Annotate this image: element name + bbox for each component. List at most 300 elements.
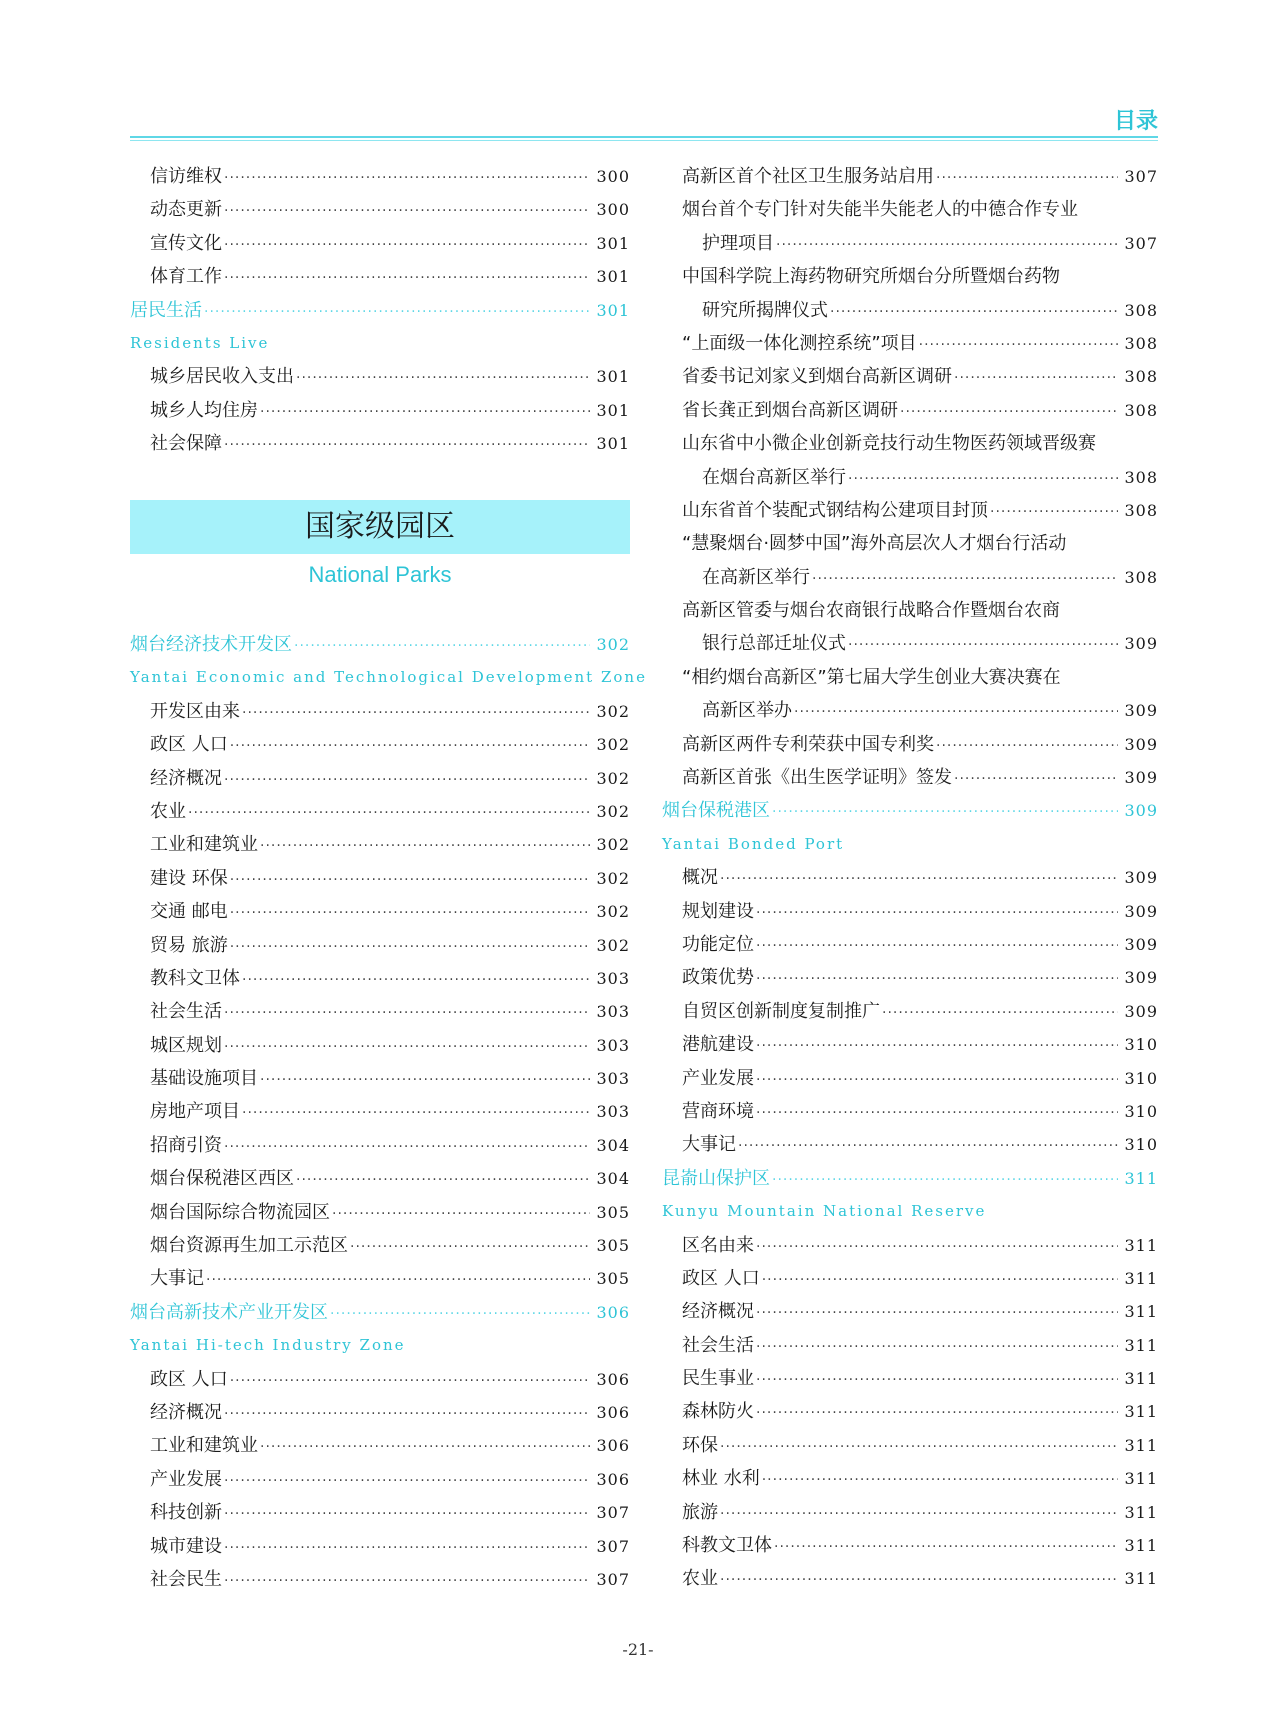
toc-entry-title: 区名由来 (682, 1234, 754, 1256)
toc-section-entry[interactable] (662, 794, 1158, 827)
dot-leader (919, 329, 1119, 362)
dot-leader (224, 1131, 590, 1164)
page-number: -21- (622, 1640, 654, 1659)
dot-leader (230, 1365, 591, 1398)
dot-leader (762, 1264, 1119, 1297)
toc-entry[interactable] (130, 1363, 630, 1396)
toc-section-entry[interactable] (662, 1162, 1158, 1195)
dot-leader (756, 1231, 1118, 1264)
toc-entry-page: 309 (1124, 901, 1158, 921)
toc-entry[interactable] (130, 762, 630, 795)
page-header-title: 目录 (1113, 109, 1158, 134)
dot-leader (224, 429, 590, 462)
section-english-title: Yantai Economic and Technological Development Zone (130, 668, 647, 687)
toc-entry-page: 311 (1124, 1569, 1158, 1589)
toc-entry-page: 303 (596, 968, 630, 988)
toc-entry[interactable] (130, 1396, 630, 1429)
toc-entry-page: 301 (596, 434, 630, 454)
dot-leader (242, 964, 590, 997)
toc-entry[interactable] (662, 728, 1158, 761)
toc-entry-title: 社会生活 (150, 1001, 222, 1023)
toc-entry[interactable] (130, 160, 630, 193)
toc-entry-page: 306 (596, 1302, 630, 1322)
toc-entry[interactable] (662, 394, 1158, 427)
toc-entry-title: 在高新区举行 (702, 566, 810, 588)
dot-leader (230, 864, 591, 897)
toc-entry-title: 科技创新 (150, 1502, 222, 1524)
toc-entry[interactable] (662, 627, 1158, 660)
toc-entry-title: 省长龚正到烟台高新区调研 (682, 399, 898, 421)
toc-entry-title: 教科文卫体 (150, 967, 240, 989)
toc-entry[interactable] (662, 1562, 1158, 1595)
toc-entry-page: 308 (1124, 367, 1158, 387)
dot-leader (260, 1431, 590, 1464)
toc-entry-page: 309 (1124, 1001, 1158, 1021)
toc-entry[interactable] (130, 695, 630, 728)
toc-entry-page: 309 (1124, 801, 1158, 821)
toc-entry[interactable] (130, 1463, 630, 1496)
toc-entry-page: 309 (1124, 734, 1158, 754)
toc-entry-title: 经济概况 (150, 767, 222, 789)
toc-entry[interactable] (662, 1529, 1158, 1562)
toc-entry-title: 烟台经济技术开发区 (130, 634, 292, 655)
toc-entry-title: “上面级一体化测控系统”项目 (682, 332, 917, 354)
toc-entry-page: 306 (596, 1436, 630, 1456)
toc-entry-title: 居民生活 (130, 299, 202, 321)
toc-entry-page: 308 (1124, 300, 1158, 320)
dot-leader (990, 496, 1118, 529)
toc-entry[interactable] (130, 995, 630, 1028)
toc-entry-page: 311 (1124, 1502, 1158, 1522)
dot-leader (848, 629, 1118, 662)
toc-entry[interactable] (130, 1196, 630, 1229)
toc-entry-page: 304 (596, 1135, 630, 1155)
toc-entry-title: 高新区举办 (702, 700, 792, 722)
toc-section-entry[interactable] (130, 294, 630, 327)
dot-leader (936, 730, 1118, 763)
toc-entry-page: 302 (596, 768, 630, 788)
toc-entry-page: 302 (596, 902, 630, 922)
dot-leader (224, 195, 590, 228)
toc-entry-first-line: “相约烟台高新区”第七届大学生创业大赛决赛在 (682, 666, 1061, 688)
dot-leader (296, 1164, 590, 1197)
toc-section-entry[interactable] (130, 1296, 630, 1329)
toc-entry[interactable] (130, 828, 630, 861)
toc-entry[interactable] (130, 1095, 630, 1128)
dot-leader (720, 1498, 1118, 1531)
toc-entry-page: 308 (1124, 567, 1158, 587)
toc-entry[interactable] (130, 929, 630, 962)
toc-entry-title: 烟台资源再生加工示范区 (150, 1235, 348, 1257)
toc-entry-page: 306 (596, 1469, 630, 1489)
toc-column-right (662, 160, 1158, 1596)
toc-entry-title: 建设 环保 (150, 867, 228, 889)
section-banner-english: National Parks (308, 562, 452, 587)
toc-entry-page: 306 (596, 1402, 630, 1422)
dot-leader (350, 1231, 590, 1264)
toc-entry-title: 研究所揭牌仪式 (702, 299, 828, 321)
toc-entry-page: 304 (596, 1169, 630, 1189)
toc-entry-page: 311 (1124, 1469, 1158, 1489)
toc-entry[interactable] (662, 928, 1158, 961)
toc-entry-page: 311 (1124, 1302, 1158, 1322)
dot-leader (776, 229, 1118, 262)
toc-entry-page: 310 (1124, 1035, 1158, 1055)
toc-entry-first-line: 高新区管委与烟台农商银行战略合作暨烟台农商 (682, 600, 1060, 622)
toc-entry-page: 307 (1124, 233, 1158, 253)
toc-entry-title: 营商环境 (682, 1100, 754, 1122)
toc-entry-page: 308 (1124, 400, 1158, 420)
toc-entry[interactable] (130, 795, 630, 828)
dot-leader (772, 1164, 1118, 1197)
toc-entry-title: 政策优势 (682, 967, 754, 989)
toc-entry-page: 305 (596, 1269, 630, 1289)
toc-entry[interactable] (130, 360, 630, 393)
toc-entry-title: 社会保障 (150, 433, 222, 455)
toc-entry[interactable] (662, 461, 1158, 494)
toc-entry-title: 规划建设 (682, 900, 754, 922)
dot-leader (900, 396, 1118, 429)
toc-entry-title: 产业发展 (682, 1067, 754, 1089)
toc-entry[interactable] (662, 294, 1158, 327)
toc-entry-page: 300 (596, 167, 630, 186)
toc-entry-title: 社会生活 (682, 1334, 754, 1356)
toc-entry-page: 303 (596, 1002, 630, 1022)
toc-entry-title: 森林防火 (682, 1401, 754, 1423)
toc-entry[interactable] (130, 728, 630, 761)
dot-leader (756, 1064, 1118, 1097)
toc-entry-first-line: 烟台首个专门针对失能半失能老人的中德合作专业 (682, 199, 1078, 221)
toc-entry-title: 招商引资 (150, 1134, 222, 1156)
toc-entry-page: 311 (1124, 1168, 1158, 1188)
dot-leader (224, 1498, 590, 1531)
toc-entry-title: 产业发展 (150, 1468, 222, 1490)
toc-entry-page: 309 (1124, 634, 1158, 654)
toc-list-right (662, 160, 1158, 1596)
dot-leader (224, 1565, 590, 1598)
dot-leader (242, 1097, 590, 1130)
toc-entry[interactable] (130, 1563, 630, 1596)
dot-leader (720, 863, 1118, 896)
dot-leader (882, 997, 1118, 1030)
dot-leader (774, 1531, 1118, 1564)
toc-entry-page: 311 (1124, 1335, 1158, 1355)
toc-entry-page: 311 (1124, 1536, 1158, 1556)
toc-entry[interactable] (130, 260, 630, 293)
toc-entry[interactable] (662, 1362, 1158, 1395)
toc-entry-page: 311 (1124, 1235, 1158, 1255)
dot-leader (756, 1364, 1118, 1397)
toc-entry[interactable] (130, 227, 630, 260)
toc-entry-title: 动态更新 (150, 199, 222, 221)
dot-leader (720, 1564, 1118, 1597)
toc-entry-title: 社会民生 (150, 1568, 222, 1590)
toc-entry-title: 旅游 (682, 1501, 718, 1523)
toc-entry-page: 301 (596, 367, 630, 387)
header-rule (130, 136, 1158, 141)
toc-entry[interactable] (130, 1029, 630, 1062)
dot-leader (756, 1397, 1118, 1430)
toc-list-left-top (130, 160, 630, 461)
toc-entry[interactable] (130, 427, 630, 460)
dot-leader (720, 1431, 1118, 1464)
dot-leader (330, 1298, 590, 1331)
toc-entry-title: 在烟台高新区举行 (702, 466, 846, 488)
toc-entry-title: 贸易 旅游 (150, 934, 228, 956)
dot-leader (206, 1264, 590, 1297)
toc-entry-title: 科教文卫体 (682, 1535, 772, 1557)
toc-entry-title: 银行总部迁址仪式 (702, 633, 846, 655)
toc-entry-page: 308 (1124, 500, 1158, 520)
dot-leader (230, 897, 591, 930)
toc-entry-title: 城乡居民收入支出 (150, 366, 294, 388)
toc-entry-page: 302 (596, 701, 630, 721)
toc-entry-page: 307 (596, 1569, 630, 1589)
toc-entry-page: 308 (1124, 467, 1158, 487)
toc-entry-title: 昆嵛山保护区 (662, 1167, 770, 1189)
toc-entry-page: 301 (596, 267, 630, 287)
toc-entry-page: 303 (596, 1069, 630, 1089)
toc-entry-page: 301 (596, 233, 630, 253)
toc-entry-first-line: 山东省中小微企业创新竞技行动生物医药领域晋级赛 (682, 433, 1096, 455)
dot-leader (756, 963, 1118, 996)
dot-leader (224, 262, 590, 295)
toc-entry-page: 310 (1124, 1068, 1158, 1088)
dot-leader (224, 1398, 590, 1431)
toc-entry[interactable] (662, 1395, 1158, 1428)
toc-entry-page: 305 (596, 1202, 630, 1222)
toc-entry-page: 301 (596, 300, 630, 320)
toc-entry-title: 概况 (682, 867, 718, 889)
toc-entry[interactable] (662, 1462, 1158, 1495)
toc-entry-page: 309 (1124, 868, 1158, 888)
dot-leader (794, 696, 1118, 729)
toc-entry-title: 烟台保税港区 (662, 800, 770, 822)
toc-entry[interactable] (130, 193, 630, 226)
toc-entry-title: 山东省首个装配式钢结构公建项目封顶 (682, 499, 988, 521)
toc-entry[interactable] (662, 1329, 1158, 1362)
toc-entry-page: 311 (1124, 1369, 1158, 1389)
toc-entry[interactable] (662, 861, 1158, 894)
toc-entry[interactable] (130, 862, 630, 895)
toc-entry[interactable] (662, 1229, 1158, 1262)
toc-entry-title: 经济概况 (682, 1301, 754, 1323)
toc-entry-page: 309 (1124, 968, 1158, 988)
dot-leader (756, 1097, 1118, 1130)
toc-entry-title: 政区 人口 (150, 1368, 228, 1390)
dot-leader (260, 1064, 590, 1097)
toc-entry-page: 311 (1124, 1402, 1158, 1422)
toc-entry-page: 302 (596, 835, 630, 855)
dot-leader (224, 1532, 590, 1565)
toc-entry-title: 林业 水利 (682, 1468, 760, 1490)
toc-entry-title: 农业 (150, 800, 186, 822)
toc-list-left-bottom (130, 628, 647, 1596)
toc-entry-page: 302 (596, 801, 630, 821)
toc-entry-title: 农业 (682, 1568, 718, 1590)
toc-entry[interactable] (662, 1028, 1158, 1061)
dot-leader (954, 362, 1118, 395)
toc-entry[interactable] (662, 1262, 1158, 1295)
toc-entry-title: 信访维权 (150, 166, 222, 187)
toc-entry-page: 307 (1124, 167, 1158, 186)
toc-entry-title: 政区 人口 (682, 1267, 760, 1289)
toc-entry-title: 政区 人口 (150, 734, 228, 756)
toc-entry-page: 302 (596, 935, 630, 955)
toc-entry[interactable] (662, 1128, 1158, 1161)
toc-entry-page: 303 (596, 1102, 630, 1122)
toc-entry-first-line: “慧聚烟台·圆梦中国”海外高层次人才烟台行活动 (682, 533, 1067, 555)
toc-entry-page: 311 (1124, 1268, 1158, 1288)
dot-leader (230, 931, 591, 964)
dot-leader (204, 296, 590, 329)
toc-entry-title: 高新区首张《出生医学证明》签发 (682, 767, 952, 789)
toc-entry[interactable] (662, 995, 1158, 1028)
dot-leader (230, 730, 591, 763)
toc-entry-page: 307 (596, 1503, 630, 1523)
section-english-title: Yantai Bonded Port (662, 834, 845, 853)
toc-entry[interactable] (130, 394, 630, 427)
toc-column-left (130, 160, 630, 461)
toc-entry[interactable] (662, 961, 1158, 994)
section-english-title: Residents Live (130, 333, 270, 352)
dot-leader (756, 1030, 1118, 1063)
toc-entry-title: 交通 邮电 (150, 901, 228, 923)
section-english-title: Kunyu Mountain National Reserve (662, 1202, 987, 1221)
toc-entry[interactable] (130, 1162, 630, 1195)
toc-entry-page: 301 (596, 400, 630, 420)
dot-leader (296, 362, 590, 395)
toc-entry-title: 工业和建筑业 (150, 1435, 258, 1457)
dot-leader (260, 830, 590, 863)
dot-leader (756, 897, 1118, 930)
dot-leader (936, 162, 1118, 195)
toc-entry-page: 302 (596, 635, 630, 654)
toc-entry-title: 高新区首个社区卫生服务站启用 (682, 166, 934, 187)
toc-entry[interactable] (130, 1496, 630, 1529)
toc-entry-page: 310 (1124, 1101, 1158, 1121)
toc-entry-title: 省委书记刘家义到烟台高新区调研 (682, 366, 952, 388)
toc-entry[interactable] (130, 1262, 630, 1295)
toc-entry[interactable] (662, 1062, 1158, 1095)
dot-leader (188, 797, 590, 830)
toc-entry-title: 护理项目 (702, 232, 774, 254)
toc-entry[interactable] (130, 1229, 630, 1262)
toc-entry[interactable] (662, 1095, 1158, 1128)
toc-entry-title: 房地产项目 (150, 1101, 240, 1123)
toc-entry-page: 310 (1124, 1135, 1158, 1155)
dot-leader (756, 1297, 1118, 1330)
section-english-title: Yantai Hi-tech Industry Zone (130, 1336, 406, 1355)
toc-entry-title: 城市建设 (150, 1535, 222, 1557)
toc-entry[interactable] (662, 561, 1158, 594)
toc-entry-title: 民生事业 (682, 1368, 754, 1390)
toc-entry[interactable] (662, 895, 1158, 928)
toc-entry[interactable] (662, 327, 1158, 360)
toc-entry[interactable] (130, 895, 630, 928)
toc-entry-title: 基础设施项目 (150, 1068, 258, 1090)
dot-leader (224, 764, 590, 797)
dot-leader (224, 1465, 590, 1498)
toc-entry[interactable] (130, 1129, 630, 1162)
toc-entry-title: 功能定位 (682, 933, 754, 955)
dot-leader (224, 997, 590, 1030)
toc-entry-page: 302 (596, 868, 630, 888)
dot-leader (830, 296, 1118, 329)
toc-entry[interactable] (662, 360, 1158, 393)
dot-leader (738, 1130, 1118, 1163)
dot-leader (224, 229, 590, 262)
toc-entry-title: 城乡人均住房 (150, 399, 258, 421)
toc-column-left-lower (130, 628, 647, 1596)
toc-entry-title: 大事记 (682, 1134, 736, 1156)
toc-entry-page: 307 (596, 1536, 630, 1556)
toc-entry-page: 306 (596, 1369, 630, 1389)
toc-entry[interactable] (662, 494, 1158, 527)
toc-entry-title: 城区规划 (150, 1034, 222, 1056)
toc-entry-title: 烟台保税港区西区 (150, 1168, 294, 1190)
toc-entry-page: 308 (1124, 333, 1158, 353)
toc-entry[interactable] (130, 1062, 630, 1095)
toc-entry-page: 300 (596, 200, 630, 220)
toc-entry-first-line: 中国科学院上海药物研究所烟台分所暨烟台药物 (682, 266, 1060, 288)
toc-entry[interactable] (662, 761, 1158, 794)
toc-entry-page: 302 (596, 735, 630, 755)
toc-entry-page: 309 (1124, 934, 1158, 954)
dot-leader (756, 1331, 1118, 1364)
dot-leader (224, 162, 590, 195)
toc-entry-title: 烟台高新技术产业开发区 (130, 1301, 328, 1323)
toc-entry-title: 环保 (682, 1434, 718, 1456)
dot-leader (242, 697, 590, 730)
toc-entry-title: 港航建设 (682, 1034, 754, 1056)
toc-entry-page: 305 (596, 1236, 630, 1256)
toc-entry[interactable] (662, 694, 1158, 727)
toc-entry-title: 体育工作 (150, 266, 222, 288)
toc-section-entry[interactable] (130, 628, 630, 661)
toc-entry[interactable] (130, 962, 630, 995)
toc-entry[interactable] (662, 1295, 1158, 1328)
toc-entry-title: 大事记 (150, 1268, 204, 1290)
toc-entry-title: 自贸区创新制度复制推广 (682, 1000, 880, 1022)
toc-entry-page: 309 (1124, 701, 1158, 721)
toc-entry-page: 303 (596, 1035, 630, 1055)
toc-entry[interactable] (662, 227, 1158, 260)
dot-leader (762, 1464, 1119, 1497)
dot-leader (294, 630, 590, 663)
toc-entry-title: 经济概况 (150, 1401, 222, 1423)
toc-entry[interactable] (130, 1530, 630, 1563)
dot-leader (812, 563, 1118, 596)
dot-leader (756, 930, 1118, 963)
toc-entry-page: 309 (1124, 768, 1158, 788)
toc-entry[interactable] (662, 1429, 1158, 1462)
toc-entry[interactable] (662, 160, 1158, 193)
toc-entry-page: 311 (1124, 1435, 1158, 1455)
dot-leader (772, 796, 1118, 829)
toc-entry[interactable] (130, 1429, 630, 1462)
toc-entry[interactable] (662, 1496, 1158, 1529)
dot-leader (848, 463, 1118, 496)
toc-entry-title: 开发区由来 (150, 700, 240, 722)
dot-leader (224, 1031, 590, 1064)
dot-leader (332, 1198, 590, 1231)
dot-leader (954, 763, 1118, 796)
toc-entry-title: 工业和建筑业 (150, 834, 258, 856)
toc-entry-title: 高新区两件专利荣获中国专利奖 (682, 733, 934, 755)
toc-entry-title: 烟台国际综合物流园区 (150, 1201, 330, 1223)
section-banner: 国家级园区 (130, 500, 630, 554)
